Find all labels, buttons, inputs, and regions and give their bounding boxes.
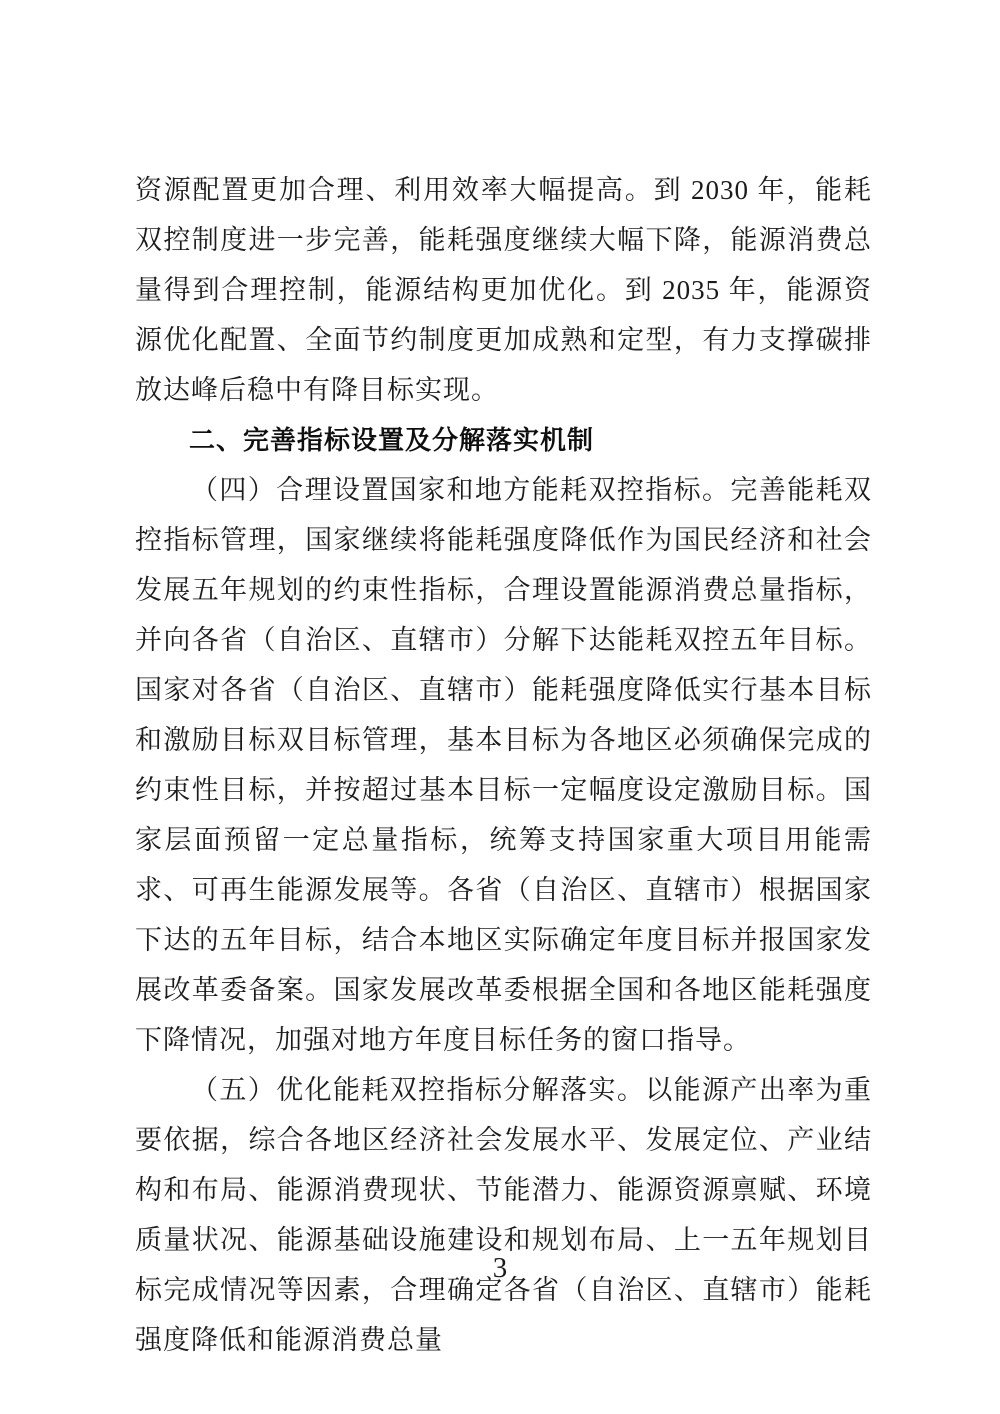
section-heading: 二、完善指标设置及分解落实机制 — [189, 425, 595, 455]
paragraph-continuation: 资源配置更加合理、利用效率大幅提高。到 2030 年，能耗双控制度进一步完善，能耗强度继续大幅下降，能源消费总量得到合理控制，能源结构更加优化。到 2035 年，能源资源优化配置、全面节约制度更加成熟和定型，有力支撑碳排放达峰后稳中有降目标实现。 — [135, 175, 872, 405]
document-body — [135, 165, 872, 1365]
paragraph-item-4: （四）合理设置国家和地方能耗双控指标。完善能耗双控指标管理，国家继续将能耗强度降低作为国民经济和社会发展五年规划的约束性指标，合理设置能源消费总量指标，并向各省（自治区、直辖市）分解下达能耗双控五年目标。国家对各省（自治区、直辖市）能耗强度降低实行基本目标和激励目标双目标管理，基本目标为各地区必须确保完成的约束性目标，并按超过基本目标一定幅度设定激励目标。国家层面预留一定总量指标，统筹支持国家重大项目用能需求、可再生能源发展等。各省（自治区、直辖市）根据国家下达的五年目标，结合本地区实际确定年度目标并报国家发展改革委备案。国家发展改革委根据全国和各地区能耗强度下降情况，加强对地方年度目标任务的窗口指导。 — [135, 475, 872, 1055]
page-number: 3 — [492, 1252, 508, 1284]
paragraph-item-5: （五）优化能耗双控指标分解落实。以能源产出率为重要依据，综合各地区经济社会发展水平、发展定位、产业结构和布局、能源消费现状、节能潜力、能源资源禀赋、环境质量状况、能源基础设施建设和规划布局、上一五年规划目标完成情况等因素，合理确定各省（自治区、直辖市）能耗强度降低和能源消费总量 — [135, 1075, 872, 1355]
